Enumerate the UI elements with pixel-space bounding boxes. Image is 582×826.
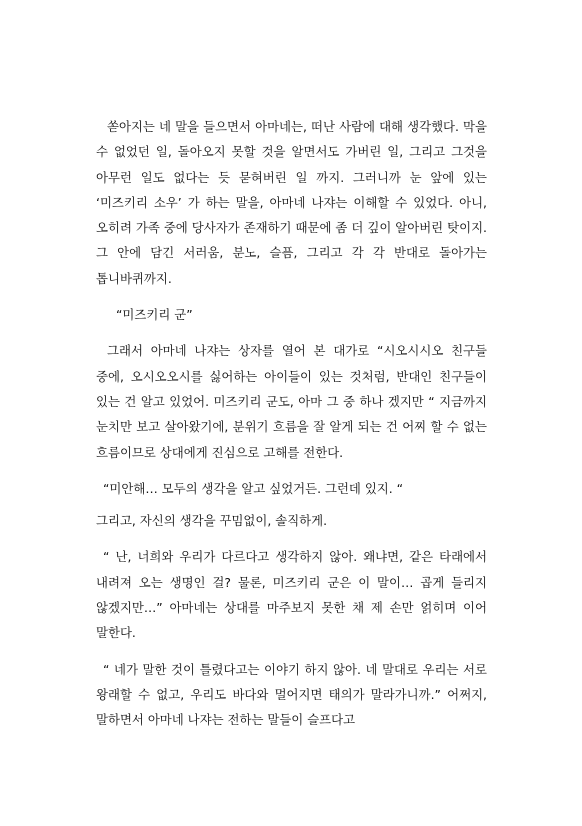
paragraph-3: 그래서 아마네 나쟈는 상자를 열어 본 대가로 “시오시시오 친구들 중에, 오시오오시를 싫어하는 아이들이 있는 것처럼, 반대인 친구들이 있는 건 알고 있었어. 미즈키리 군도, 아마 그 중 하나 겠지만 “ 지금까지 눈치만 보고 살아왔기에, 분위기 흐름을 잘 알게 되는 건 어찌 할 수 없는 흐름이므로 상대에게 진심으로 고해를 전한다. <box>96 343 487 460</box>
paragraph-7: “ 네가 말한 것이 틀렸다고는 이야기 하지 않아. 네 말대로 우리는 서로 왕래할 수 없고, 우리도 바다와 멀어지면 태의가 말라가니까.” 어쩌지, 말하면서 아마네 나쟈는 전하는 말들이 슬프다고 <box>96 661 487 728</box>
paragraph-5: 그리고, 자신의 생각을 꾸밈없이, 솔직하게. <box>96 513 328 529</box>
paragraph-4: “미안해… 모두의 생각을 알고 싶었거든. 그런데 있지. “ <box>103 480 404 496</box>
paragraph-6: “ 난, 너희와 우리가 다르다고 생각하지 않아. 왜냐면, 같은 타래에서 내려져 오는 생명인 걸? 물론, 미즈키리 군은 이 말이… 곱게 들리지 않겠지만…” 아마네는 상대를 마주보지 못한 채 제 손만 얽히며 이어 말한다. <box>96 549 487 641</box>
paragraph-2: “미즈키리 군” <box>116 307 193 323</box>
paragraph-1: 쏟아지는 네 말을 들으면서 아마네는, 떠난 사람에 대해 생각했다. 막을 수 없었던 일, 돌아오지 못할 것을 알면서도 가버린 일, 그리고 그것을 아무런 일도 없다는 듯 묻혀버린 일 까지. 그러니까 눈 앞에 있는 ‘미즈키리 소우’ 가 하는 말을, 아마네 나쟈는 이해할 수 있었다. 아니, 오히려 가족 중에 당사자가 존재하기 때문에 좀 더 깊이 알아버린 탓이지. 그 안에 담긴 서러움, 분노, 슬픔, 그리고 각 각 반대로 돌아가는 톱니바퀴까지. <box>96 119 487 286</box>
document-page <box>96 114 487 733</box>
